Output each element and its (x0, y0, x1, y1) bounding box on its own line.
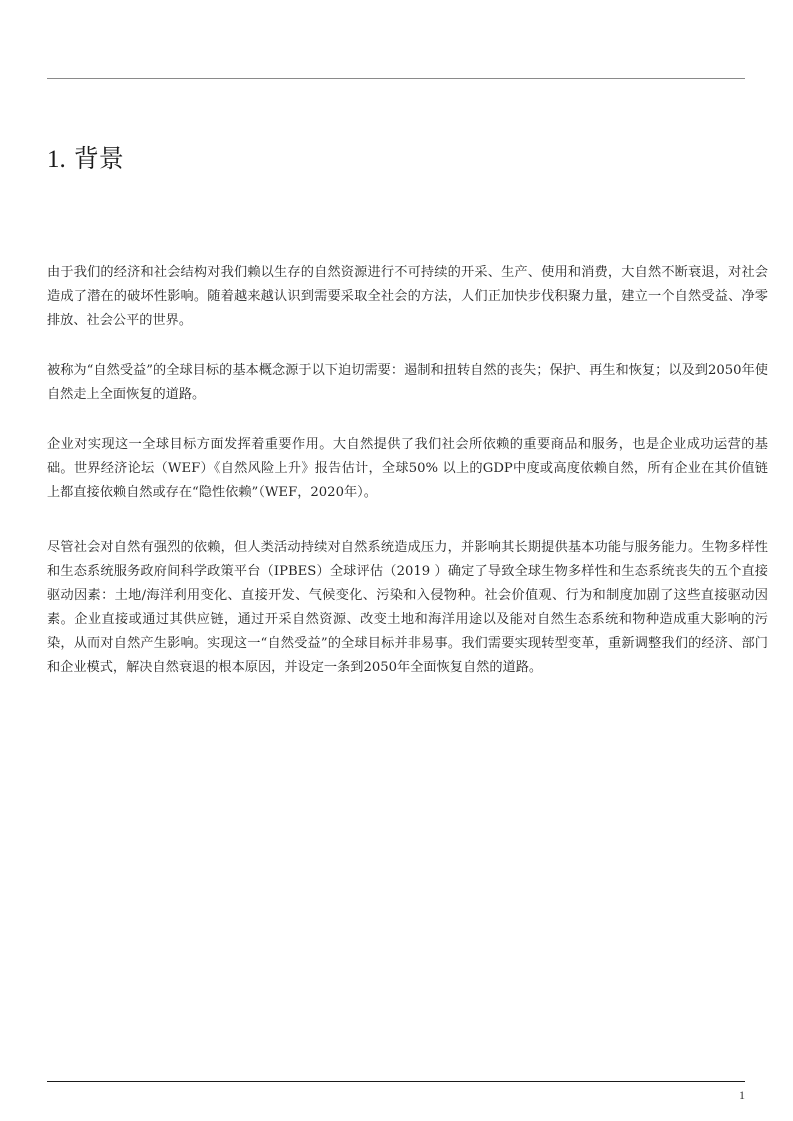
footer-divider (47, 1081, 745, 1082)
page-number: 1 (739, 1088, 745, 1102)
paragraph: 由于我们的经济和社会结构对我们赖以生存的自然资源进行不可持续的开采、生产、使用和消费，大自然不断衰退，对社会造成了潜在的破坏性影响。随着越来越认识到需要采取全社会的方法，人们正加快步伐积聚力量，建立一个自然受益、净零排放、社会公平的世界。 (47, 265, 768, 328)
section-number: 1. (47, 146, 66, 173)
body-text (47, 261, 768, 706)
paragraph: 尽管社会对自然有强烈的依赖，但人类活动持续对自然系统造成压力，并影响其长期提供基本功能与服务能力。生物多样性和生态系统服务政府间科学政策平台（IPBES）全球评估（2019 ）确定了导致全球生物多样性和生态系统丧失的五个直接驱动因素：土地/海洋利用变化、直接开发、气候变化、污染和入侵物种。社会价值观、行为和制度加剧了这些直接驱动因素。企业直接或通过其供应链，通过开采自然资源、改变土地和海洋用途以及能对自然生态系统和物种造成重大影响的污染，从而对自然产生影响。实现这一“自然受益”的全球目标并非易事。我们需要实现转型变革，重新调整我们的经济、部门和企业模式，解决自然衰退的根本原因，并设定一条到2050年全面恢复自然的道路。 (47, 540, 768, 675)
paragraph: 被称为“自然受益”的全球目标的基本概念源于以下迫切需要：遏制和扭转自然的丧失；保护、再生和恢复；以及到2050年使自然走上全面恢复的道路。 (47, 363, 768, 402)
section-heading (47, 141, 124, 178)
section-title: 背景 (73, 144, 124, 173)
header-divider (47, 78, 745, 79)
paragraph: 企业对实现这一全球目标方面发挥着重要作用。大自然提供了我们社会所依赖的重要商品和服务，也是企业成功运营的基础。世界经济论坛（WEF）《自然风险上升》报告估计，全球50% 以上的GDP中度或高度依赖自然，所有企业在其价值链上都直接依赖自然或存在“隐性依赖”（WEF，2020年）。 (47, 437, 768, 500)
